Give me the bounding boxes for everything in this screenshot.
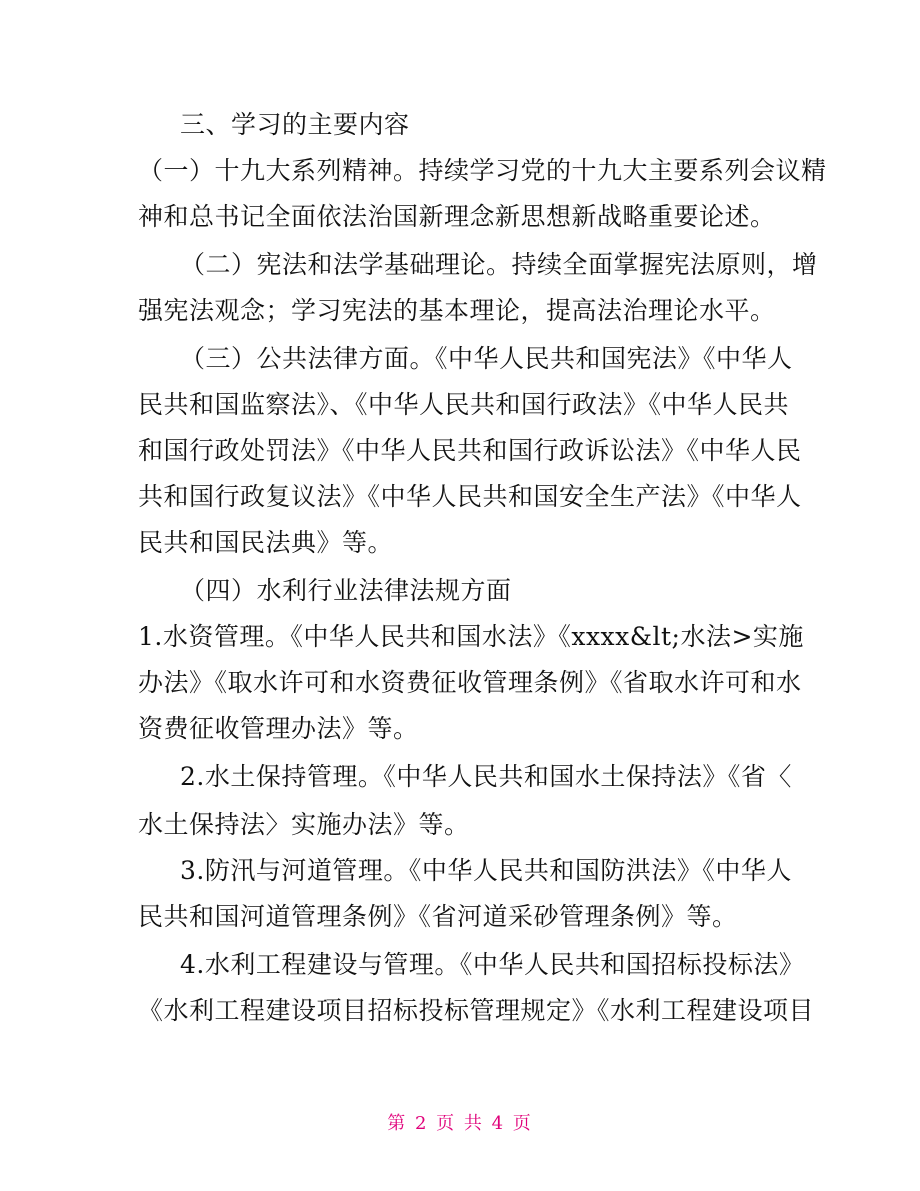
paragraph-line: 强宪法观念；学习宪法的基本理论，提高法治理论水平。 (138, 296, 776, 325)
paragraph-line: 资费征收管理办法》等。 (138, 714, 419, 743)
footer-total-pages: 4 (491, 1113, 506, 1134)
page-number-footer (0, 1112, 920, 1136)
section-heading: 三、学习的主要内容 (180, 110, 410, 139)
paragraph-line: 1.水资管理。《中华人民共和国水法》《xxxx&lt;水法>实施 (138, 622, 804, 651)
paragraph-line: 神和总书记全面依法治国新理念新思想新战略重要论述。 (138, 202, 776, 231)
paragraph-line: （二）宪法和法学基础理论。持续全面掌握宪法原则，增 (180, 250, 818, 279)
paragraph-line: 和国行政处罚法》《中华人民共和国行政诉讼法》《中华人民 (138, 436, 802, 465)
paragraph-line: 民共和国监察法》、《中华人民共和国行政法》《中华人民共 (138, 390, 790, 419)
footer-page-number: 2 (414, 1113, 429, 1134)
footer-prefix: 第 (387, 1113, 408, 1134)
paragraph-line: （一）十九大系列精神。持续学习党的十九大主要系列会议精 (138, 156, 827, 185)
paragraph-line: 共和国行政复议法》《中华人民共和国安全生产法》《中华人 (138, 482, 802, 511)
paragraph-line: 办法》《取水许可和水资费征收管理条例》《省取水许可和水 (138, 668, 802, 697)
footer-middle: 页 共 (436, 1113, 484, 1134)
footer-suffix: 页 (512, 1113, 533, 1134)
paragraph-line: 2.水土保持管理。《中华人民共和国水土保持法》《省〈 (180, 762, 792, 791)
subsection-heading: （四）水利行业法律法规方面 (180, 576, 512, 605)
paragraph-line: 民共和国民法典》等。 (138, 528, 394, 557)
paragraph-line: 3.防汛与河道管理。《中华人民共和国防洪法》《中华人 (180, 856, 792, 885)
paragraph-line: 4.水利工程建设与管理。《中华人民共和国招标投标法》 (180, 950, 805, 979)
paragraph-line: 民共和国河道管理条例》《省河道采砂管理条例》等。 (138, 902, 738, 931)
paragraph-line: 水土保持法〉实施办法》等。 (138, 810, 470, 839)
paragraph-line: （三）公共法律方面。《中华人民共和国宪法》《中华人 (180, 344, 793, 373)
paragraph-line: 《水利工程建设项目招标投标管理规定》《水利工程建设项目 (138, 996, 815, 1025)
